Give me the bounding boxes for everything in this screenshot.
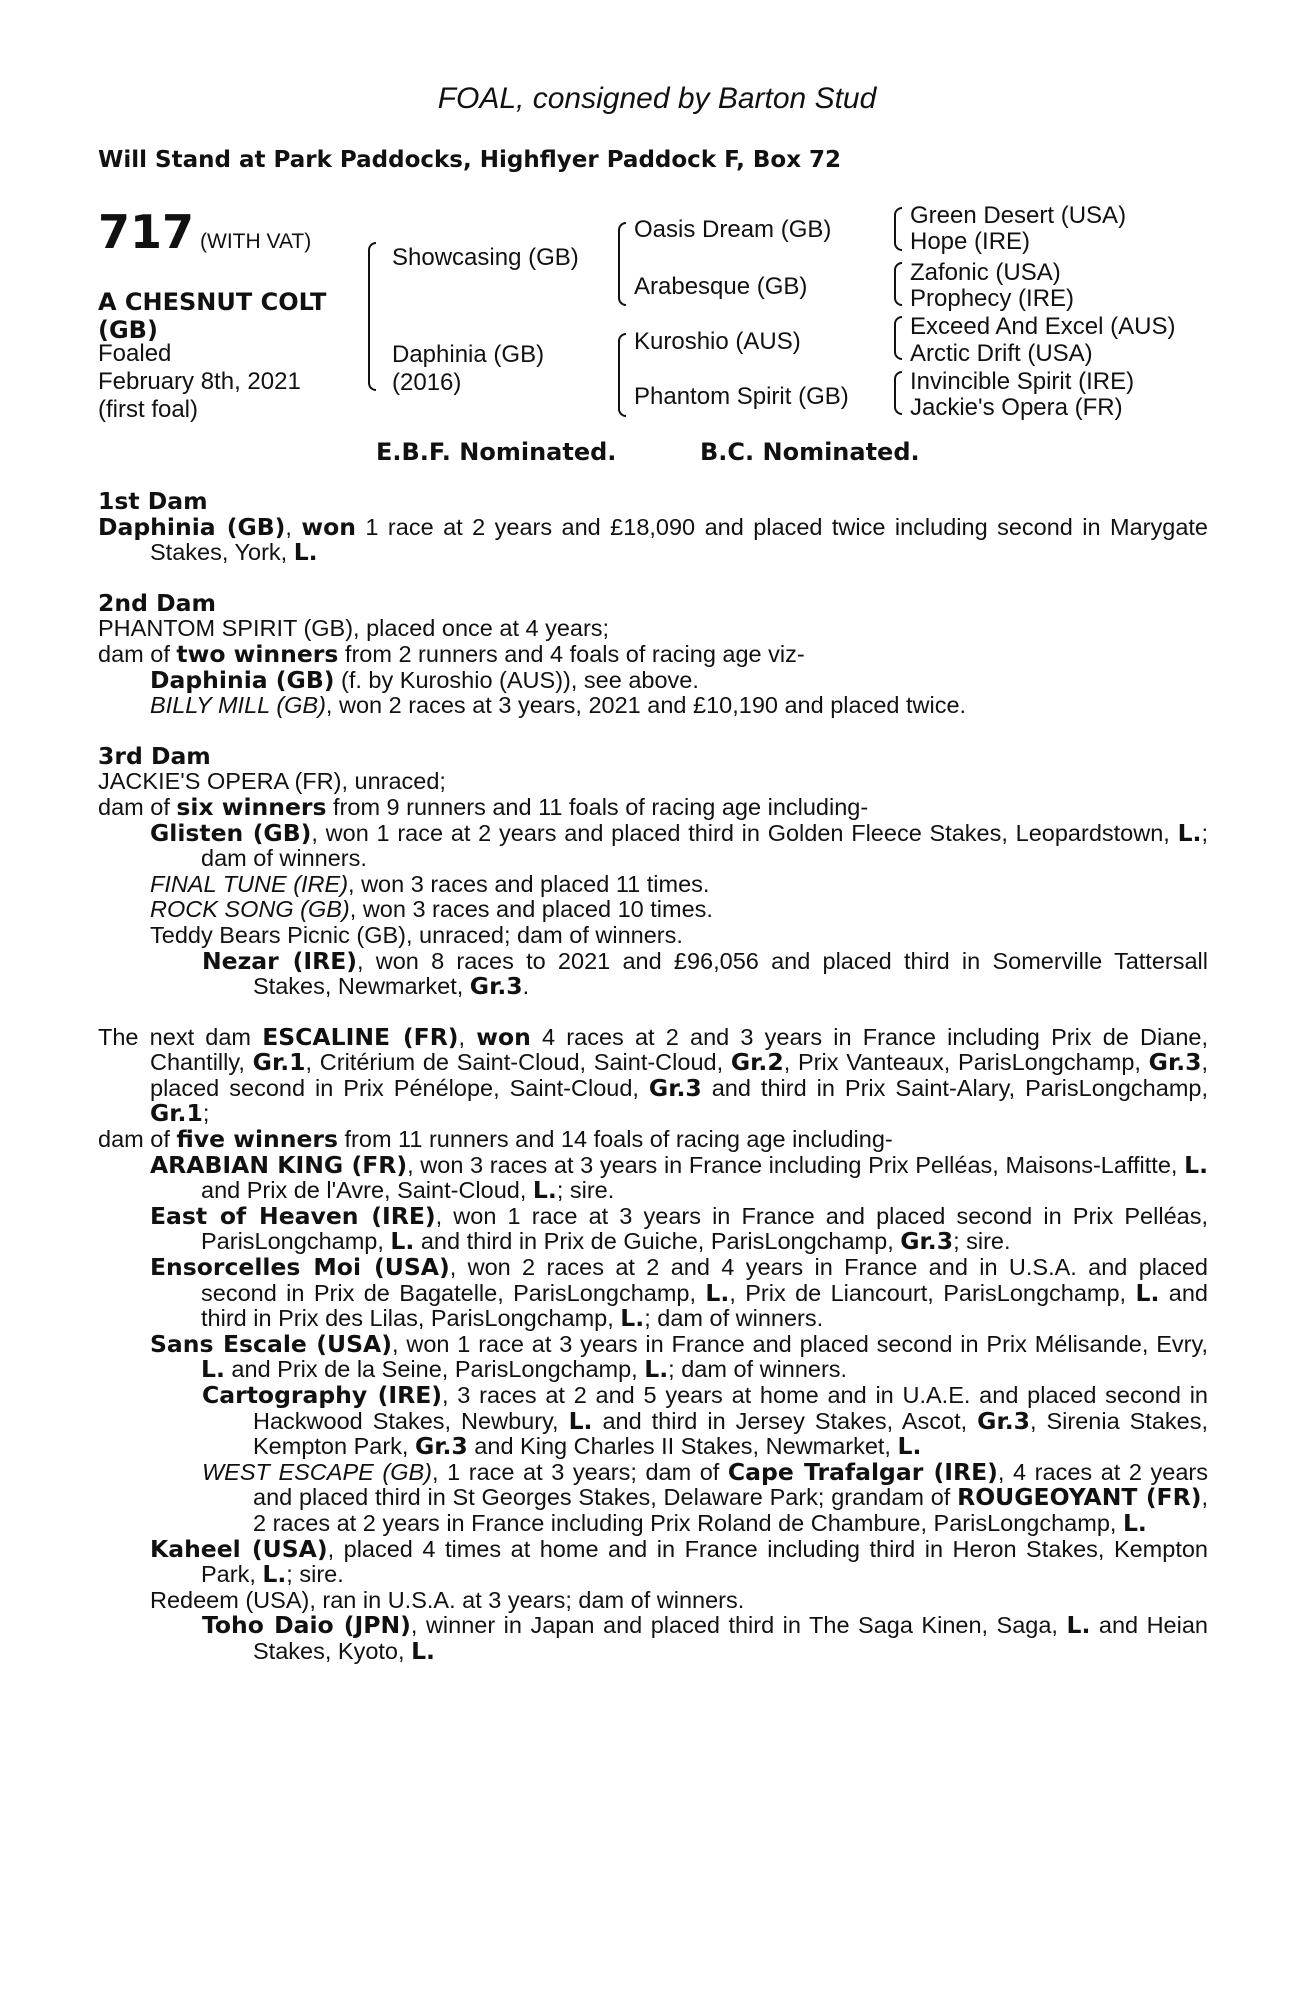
pedigree-dam-year: (2016) — [392, 369, 462, 396]
second-dam-foal-1: Daphinia (GB) (f. by Kuroshio (AUS)), see above. — [150, 665, 699, 694]
first-dam-entry: Daphinia (GB), won 1 race at 2 years and £18,090 and placed twice including second in Marygate Stakes, York, L. — [98, 512, 1208, 567]
pedigree-brace-dd — [894, 371, 902, 415]
pedigree-dam: Daphinia (GB) — [392, 341, 545, 368]
next-dam-kaheel: Kaheel (USA), placed 4 times at home and in France including third in Heron Stakes, Kempton Park, L.; sire. — [150, 1534, 1208, 1589]
pedigree-dss: Exceed And Excel (AUS) — [910, 313, 1176, 340]
pedigree-sire-sire: Oasis Dream (GB) — [634, 216, 832, 243]
lot-number: 717 — [98, 205, 195, 259]
pedigree-ddd: Jackie's Opera (FR) — [910, 394, 1123, 421]
next-dam-arabian-king: ARABIAN KING (FR), won 3 races at 3 years in France including Prix Pelléas, Maisons-Laffitte, L. and Prix de l'Avre, Saint-Cloud, L.; sire. — [150, 1150, 1208, 1205]
third-dam-rock-song: ROCK SONG (GB), won 3 races and placed 10 times. — [150, 896, 713, 923]
pedigree-dsd: Arctic Drift (USA) — [910, 340, 1093, 367]
consignor-title: FOAL, consigned by Barton Stud — [437, 82, 877, 115]
third-dam-line: JACKIE'S OPERA (FR), unraced; — [98, 768, 446, 795]
pedigree-dam-sire: Kuroshio (AUS) — [634, 328, 801, 355]
first-dam-heading: 1st Dam — [98, 487, 208, 515]
colt-description — [98, 288, 326, 344]
next-dam-produce: dam of five winners from 11 runners and 14 foals of racing age including- — [98, 1125, 893, 1154]
third-dam-glisten: Glisten (GB), won 1 race at 2 years and placed third in Golden Fleece Stakes, Leopardstown, L.; dam of winners. — [150, 818, 1208, 872]
colt-country: (GB) — [98, 316, 158, 344]
pedigree-ssd: Hope (IRE) — [910, 228, 1031, 255]
lot-number-block — [98, 205, 311, 259]
second-dam-produce: dam of two winners from 2 runners and 4 foals of racing age viz- — [98, 639, 805, 668]
next-dam-ensorcelles-moi: Ensorcelles Moi (USA), won 2 races at 2 and 4 years in France and in U.S.A. and placed second in Prix de Bagatelle, ParisLongchamp, L., Prix de Liancourt, ParisLongchamp, L. and third in Prix des Lilas, ParisLongchamp, L.; dam of winners. — [150, 1253, 1208, 1333]
pedigree-dam-dam: Phantom Spirit (GB) — [634, 383, 849, 410]
next-dam-west-escape: WEST ESCAPE (GB), 1 race at 3 years; dam of Cape Trafalgar (IRE), 4 races at 2 years and placed third in St Georges Stakes, Delaware Park; grandam of ROUGEOYANT (FR), 2 races at 2 years in France including Prix Roland de Chambure, ParisLongchamp, L. — [202, 1457, 1209, 1537]
third-dam-teddy: Teddy Bears Picnic (GB), unraced; dam of winners. — [150, 921, 683, 948]
second-dam-foal-2: BILLY MILL (GB), won 2 races at 3 years, 2021 and £10,190 and placed twice. — [150, 692, 967, 719]
pedigree-brace-dam — [618, 333, 626, 417]
pedigree-sdd: Prophecy (IRE) — [910, 285, 1075, 312]
next-dam-entry: The next dam ESCALINE (FR), won 4 races at 2 and 3 years in France including Prix de Diane, Chantilly, Gr.1, Critérium de Saint-Cloud, Saint-Cloud, Gr.2, Prix Vanteaux, ParisLongchamp, Gr.3, placed second in Prix Pénélope, Saint-Cloud, Gr.3 and third in Prix Saint-Alary, ParisLongchamp, Gr.1; — [98, 1022, 1209, 1128]
next-dam-cartography: Cartography (IRE), 3 races at 2 and 5 years at home and in U.A.E. and placed second in Hackwood Stakes, Newbury, L. and third in Jersey Stakes, Ascot, Gr.3, Sirenia Stakes, Kempton Park, Gr.3 and King Charles II Stakes, Newmarket, L. — [202, 1381, 1209, 1461]
foaled-label: Foaled — [98, 340, 172, 367]
pedigree-brace-sire — [618, 222, 626, 306]
pedigree-brace-ss — [894, 207, 902, 251]
pedigree-sire-dam: Arabesque (GB) — [634, 273, 808, 300]
dam-history — [98, 489, 1208, 1665]
pedigree-brace-ds — [894, 316, 902, 360]
second-dam-heading: 2nd Dam — [98, 588, 216, 617]
colt-label: A CHESNUT COLT — [98, 288, 327, 316]
foal-note: (first foal) — [98, 396, 199, 423]
foaling-details — [98, 340, 301, 424]
next-dam-sans-escale: Sans Escale (USA), won 1 race at 3 years in France and placed second in Prix Mélisande, Evry, L. and Prix de la Seine, ParisLongchamp, L.; dam of winners. — [150, 1329, 1208, 1384]
next-dam-east-of-heaven: East of Heaven (IRE), won 1 race at 3 years in France and placed second in Prix Pelléas, ParisLongchamp, L. and third in Prix de Guiche, ParisLongchamp, Gr.3; sire. — [150, 1201, 1208, 1256]
pedigree-sss: Green Desert (USA) — [910, 202, 1127, 229]
pedigree-dds: Invincible Spirit (IRE) — [910, 368, 1135, 395]
pedigree-brace-sd — [894, 262, 902, 306]
next-dam-toho-daio: Toho Daio (JPN), winner in Japan and placed third in The Saga Kinen, Saga, L. and Heian Stakes, Kyoto, L. — [202, 1611, 1208, 1665]
bc-nomination: B.C. Nominated. — [700, 438, 920, 466]
third-dam-produce: dam of six winners from 9 runners and 11 foals of racing age including- — [98, 792, 869, 821]
vat-label: (WITH VAT) — [200, 230, 312, 253]
pedigree-sds: Zafonic (USA) — [910, 259, 1061, 286]
third-dam-heading: 3rd Dam — [98, 741, 211, 770]
third-dam-nezar: Nezar (IRE), won 8 races to 2021 and £96,056 and placed third in Somerville Tattersall Stakes, Newmarket, Gr.3. — [202, 946, 1208, 1001]
next-dam-redeem: Redeem (USA), ran in U.S.A. at 3 years; dam of winners. — [150, 1586, 745, 1613]
second-dam-line: PHANTOM SPIRIT (GB), placed once at 4 years; — [98, 615, 610, 642]
third-dam-final-tune: FINAL TUNE (IRE), won 3 races and placed 11 times. — [150, 870, 710, 897]
pedigree-brace-gen1 — [368, 242, 376, 391]
ebf-nomination: E.B.F. Nominated. — [376, 438, 617, 466]
pedigree-sire: Showcasing (GB) — [392, 244, 579, 271]
foaled-date: February 8th, 2021 — [98, 368, 301, 395]
stand-location: Will Stand at Park Paddocks, Highflyer Paddock F, Box 72 — [98, 147, 842, 173]
